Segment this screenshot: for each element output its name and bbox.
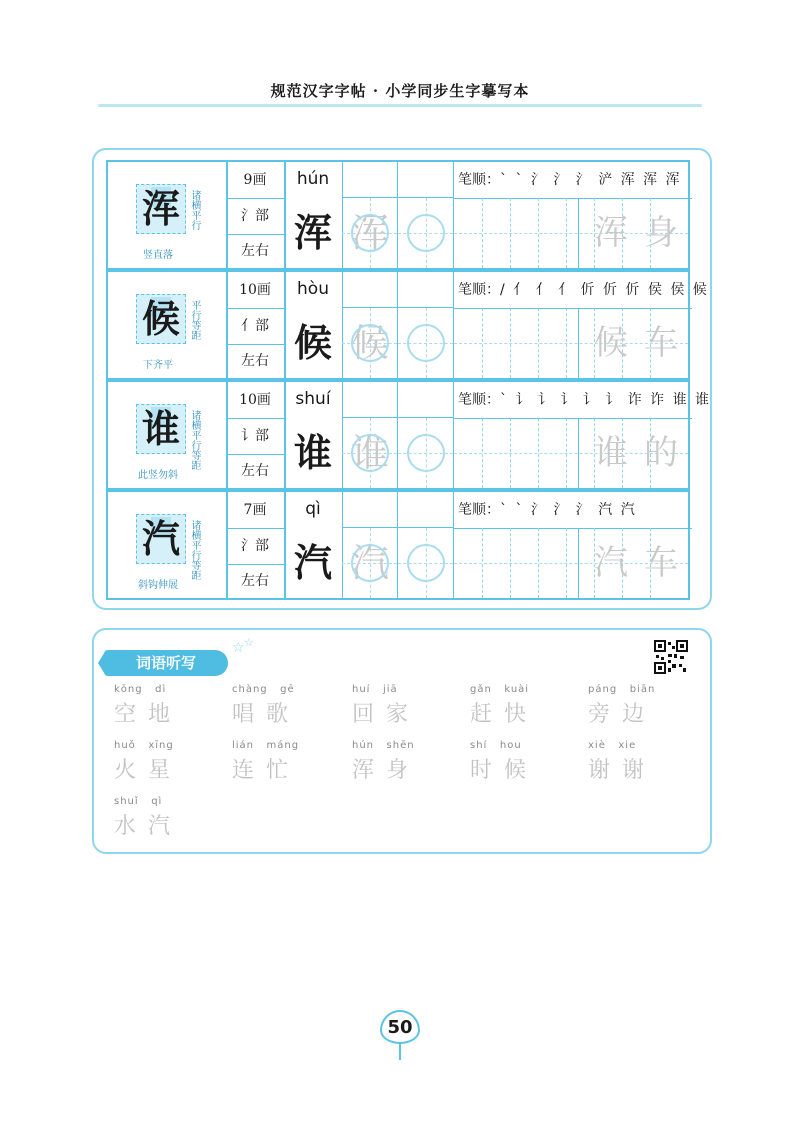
guide-circle-icon [407,214,445,252]
dictation-pinyin: páng biān [588,684,656,695]
trace-character: 候 [350,321,389,365]
word-character: 身 [644,213,678,253]
dictation-word [232,684,342,728]
dictation-title-tag [104,650,228,676]
stroke-order: 笔顺：` 讠 讠 讠 讠 讠 诈 诈 谁 谁 [454,382,692,419]
header-rule [98,104,702,107]
dictation-pinyin: shuǐ qì [114,796,163,807]
word-character: 的 [644,433,678,473]
dictation-pinyin: chàng gē [232,684,295,695]
dictation-hanzi: 时候 [470,758,539,783]
stroke-count: 10画 [226,382,286,419]
character-pinyin: hún [284,162,343,198]
stroke-order: 笔顺：` ` 氵 氵 氵 汽 汽 [454,492,692,529]
guide-circle-icon [351,434,389,472]
model-character-cell [108,382,228,488]
writing-tip: 平行等距 [189,300,200,340]
dictation-word [114,796,224,840]
guide-circle-icon [351,544,389,582]
blank-cell[interactable] [398,492,454,528]
model-character-cell [108,272,228,378]
word-character: 车 [644,323,678,363]
dictation-pinyin: huí jiā [352,684,398,695]
guide-circle-icon [351,324,389,362]
dictation-hanzi: 连忙 [232,758,301,783]
dictation-word [470,740,580,784]
dictation-pinyin: lián máng [232,740,300,751]
character-pinyin: shuí [284,382,343,418]
page-number-badge [378,1010,422,1046]
model-character: 候 [136,294,186,344]
dictation-word [352,740,462,784]
star-icon-small: ☆ [244,636,254,649]
word-character: 浑 [594,213,628,253]
dictation-pinyin: hún shēn [352,740,415,751]
dictation-word [352,684,462,728]
stroke-count: 10画 [226,272,286,309]
qr-code-icon[interactable] [654,640,688,674]
dictation-pinyin: shí hou [470,740,522,751]
writing-subtip: 下齐平 [143,360,173,371]
radical: 亻部 [226,308,286,345]
trace-character: 浑 [350,211,389,255]
radical: 氵部 [226,198,286,235]
stroke-count: 9画 [226,162,286,199]
writing-tip: 诸横平行等距 [189,520,200,580]
stroke-order: 笔顺：` ` 氵 氵 氵 浐 浑 浑 浑 [454,162,692,199]
character-large: 谁 [284,418,343,488]
tag-arrow-icon [98,650,106,676]
structure: 左右 [226,454,286,488]
dictation-hanzi: 旁边 [588,702,657,727]
writing-subtip: 斜钩伸展 [138,580,178,591]
structure: 左右 [226,564,286,598]
character-large: 候 [284,308,343,378]
dictation-word [114,740,224,784]
dictation-hanzi: 回家 [352,702,421,727]
stroke-order-sequence: ` ` 氵 氵 氵 汽 汽 [500,502,637,518]
blank-cell[interactable] [398,382,454,418]
guide-circle-icon [407,434,445,472]
character-row [106,380,712,490]
dictation-hanzi: 浑身 [352,758,421,783]
dictation-hanzi: 谢谢 [588,758,657,783]
dictation-pinyin: gǎn kuài [470,684,530,695]
radical: 讠部 [226,418,286,455]
trace-character: 汽 [350,541,389,585]
character-row [106,270,709,380]
model-character-cell [108,492,228,598]
writing-tip: 诸横平行等距 [189,410,200,470]
dictation-pinyin: kōng dì [114,684,167,695]
stroke-order: 笔顺：/ 亻 亻 亻 伒 伒 伒 侯 侯 候 [454,272,692,309]
writing-subtip: 竖直落 [143,250,173,261]
character-row [106,160,690,270]
dictation-pinyin: huǒ xīng [114,740,174,751]
structure: 左右 [226,344,286,378]
word-character: 候 [594,323,628,363]
radical: 氵部 [226,528,286,565]
blank-cell[interactable] [342,272,398,308]
guide-circle-icon [351,214,389,252]
model-character: 浑 [136,184,186,234]
model-character: 谁 [136,404,186,454]
blank-cell[interactable] [342,162,398,198]
guide-circle-icon [407,324,445,362]
dictation-hanzi: 空地 [114,702,183,727]
stroke-order-sequence: / 亻 亻 亻 伒 伒 伒 侯 侯 候 [500,282,709,298]
dictation-hanzi: 赶快 [470,702,539,727]
guide-circle-icon [407,544,445,582]
writing-subtip: 此竖勿斜 [138,470,178,481]
word-character: 汽 [594,543,628,583]
dictation-word [588,740,698,784]
stroke-count: 7画 [226,492,286,529]
character-pinyin: hòu [284,272,343,308]
dictation-word [232,740,342,784]
dictation-hanzi: 水汽 [114,814,183,839]
page-header-title: 规范汉字字帖 · 小学同步生字摹写本 [270,82,530,100]
dictation-hanzi: 火星 [114,758,183,783]
trace-character: 谁 [350,431,389,475]
word-character: 车 [644,543,678,583]
writing-tip: 诸横平行 [189,190,200,230]
blank-cell[interactable] [398,162,454,198]
model-character: 汽 [136,514,186,564]
character-pinyin: qì [284,492,343,528]
stroke-order-sequence: ` ` 氵 氵 氵 浐 浑 浑 浑 [500,172,682,188]
blank-cell[interactable] [342,382,398,418]
dictation-word [588,684,698,728]
stroke-order-sequence: ` 讠 讠 讠 讠 讠 诈 诈 谁 谁 [500,392,712,408]
dictation-pinyin: xiè xie [588,740,637,751]
blank-cell[interactable] [398,272,454,308]
dictation-title: 词语听写 [135,654,196,672]
character-large: 浑 [284,198,343,268]
dictation-word [470,684,580,728]
character-large: 汽 [284,528,343,598]
star-icon: ☆ [232,640,245,656]
page-number: 50 [387,1017,413,1038]
model-character-cell [108,162,228,268]
dictation-word [114,684,224,728]
word-character: 谁 [594,433,628,473]
structure: 左右 [226,234,286,268]
dictation-hanzi: 唱歌 [232,702,301,727]
blank-cell[interactable] [342,492,398,528]
character-row [106,490,690,600]
